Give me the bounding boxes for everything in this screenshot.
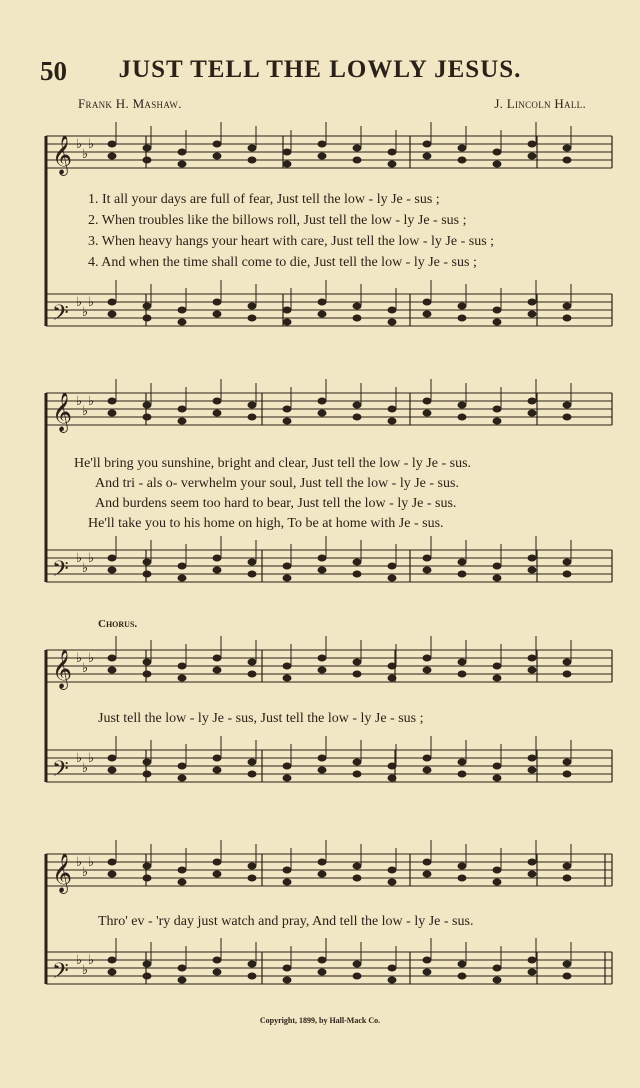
note-head	[388, 418, 396, 424]
note-head	[493, 879, 501, 885]
note-head	[388, 867, 396, 873]
note-head	[178, 307, 186, 313]
note-head	[108, 141, 116, 147]
note-head	[178, 149, 186, 155]
note-head	[388, 563, 396, 569]
note-head	[493, 319, 501, 325]
note-head	[283, 161, 291, 167]
note-head	[353, 759, 361, 765]
flat-sign: ♭	[88, 137, 95, 152]
note-head	[388, 977, 396, 983]
note-head	[213, 859, 221, 865]
note-head	[353, 863, 361, 869]
note-head	[248, 414, 256, 420]
note-head	[458, 973, 466, 979]
note-head	[458, 315, 466, 321]
note-head	[493, 418, 501, 424]
note-head	[213, 299, 221, 305]
note-head	[108, 655, 116, 661]
note-head	[563, 315, 571, 321]
treble-clef: 𝄞	[52, 853, 73, 893]
note-head	[283, 879, 291, 885]
composer: J. Lincoln Hall.	[494, 96, 586, 111]
note-head	[213, 410, 221, 416]
copyright: Copyright, 1899, by Hall-Mack Co.	[259, 1016, 381, 1025]
treble-clef: 𝄞	[52, 649, 73, 689]
note-head	[388, 149, 396, 155]
note-head	[423, 555, 431, 561]
note-head	[353, 157, 361, 163]
note-head	[458, 157, 466, 163]
note-head	[388, 763, 396, 769]
note-head	[318, 755, 326, 761]
note-head	[563, 875, 571, 881]
note-head	[423, 299, 431, 305]
note-head	[318, 567, 326, 573]
note-head	[248, 659, 256, 665]
note-head	[528, 667, 536, 673]
note-head	[213, 555, 221, 561]
note-head	[493, 763, 501, 769]
note-head	[493, 307, 501, 313]
lyricist: Frank H. Mashaw.	[78, 96, 182, 111]
note-head	[143, 303, 151, 309]
note-head	[318, 859, 326, 865]
note-head	[178, 977, 186, 983]
note-head	[528, 299, 536, 305]
bass-clef: 𝄢	[52, 301, 69, 331]
flat-sign: ♭	[82, 761, 89, 776]
note-head	[528, 655, 536, 661]
note-head	[318, 655, 326, 661]
note-head	[563, 402, 571, 408]
note-head	[213, 141, 221, 147]
note-head	[423, 311, 431, 317]
note-head	[563, 771, 571, 777]
verse-3-line-b: And burdens seem too hard to bear, Just tell the low - ly Je - sus.	[95, 496, 457, 511]
note-head	[563, 157, 571, 163]
note-head	[353, 414, 361, 420]
note-head	[108, 871, 116, 877]
note-head	[493, 149, 501, 155]
note-head	[108, 755, 116, 761]
flat-sign: ♭	[76, 651, 83, 666]
note-head	[423, 141, 431, 147]
note-head	[283, 563, 291, 569]
note-head	[213, 667, 221, 673]
note-head	[283, 418, 291, 424]
note-head	[213, 655, 221, 661]
hymn-title: JUST TELL THE LOWLY JESUS.	[118, 56, 522, 83]
note-head	[528, 398, 536, 404]
note-head	[248, 315, 256, 321]
note-head	[178, 575, 186, 581]
note-head	[458, 559, 466, 565]
flat-sign: ♭	[82, 404, 89, 419]
note-head	[143, 145, 151, 151]
note-head	[248, 671, 256, 677]
note-head	[143, 559, 151, 565]
note-head	[178, 763, 186, 769]
note-head	[528, 969, 536, 975]
note-head	[283, 965, 291, 971]
note-head	[528, 871, 536, 877]
note-head	[143, 571, 151, 577]
note-head	[178, 775, 186, 781]
note-head	[143, 414, 151, 420]
note-head	[178, 563, 186, 569]
note-head	[143, 157, 151, 163]
flat-sign: ♭	[88, 751, 95, 766]
note-head	[458, 659, 466, 665]
note-head	[108, 153, 116, 159]
note-head	[143, 671, 151, 677]
note-head	[458, 402, 466, 408]
note-head	[248, 402, 256, 408]
flat-sign: ♭	[76, 855, 83, 870]
note-head	[528, 141, 536, 147]
note-head	[563, 973, 571, 979]
note-head	[248, 863, 256, 869]
flat-sign: ♭	[88, 295, 95, 310]
note-head	[458, 145, 466, 151]
note-head	[178, 319, 186, 325]
treble-clef: 𝄞	[52, 135, 73, 175]
note-head	[528, 153, 536, 159]
note-head	[108, 667, 116, 673]
note-head	[353, 875, 361, 881]
note-head	[493, 965, 501, 971]
note-head	[108, 299, 116, 305]
note-head	[353, 659, 361, 665]
note-head	[388, 406, 396, 412]
note-head	[563, 145, 571, 151]
note-head	[143, 759, 151, 765]
note-head	[213, 767, 221, 773]
flat-sign: ♭	[76, 953, 83, 968]
note-head	[248, 157, 256, 163]
note-head	[248, 961, 256, 967]
note-head	[178, 965, 186, 971]
note-head	[108, 859, 116, 865]
note-head	[283, 307, 291, 313]
note-head	[108, 410, 116, 416]
note-head	[423, 871, 431, 877]
note-head	[423, 398, 431, 404]
note-head	[423, 755, 431, 761]
note-head	[283, 977, 291, 983]
note-head	[108, 969, 116, 975]
note-head	[423, 969, 431, 975]
note-head	[458, 961, 466, 967]
note-head	[493, 161, 501, 167]
note-head	[248, 875, 256, 881]
note-head	[563, 671, 571, 677]
verse-4-line-a: 4. And when the time shall come to die, Just tell the low - ly Je - sus ;	[88, 255, 477, 270]
note-head	[213, 755, 221, 761]
note-head	[213, 153, 221, 159]
note-head	[423, 410, 431, 416]
flat-sign: ♭	[76, 751, 83, 766]
note-head	[353, 303, 361, 309]
note-head	[178, 663, 186, 669]
note-head	[493, 867, 501, 873]
verse-2-line-b: And tri - als o- verwhelm your soul, Just tell the low - ly Je - sus.	[95, 476, 459, 491]
note-head	[318, 767, 326, 773]
note-head	[248, 571, 256, 577]
note-head	[388, 161, 396, 167]
note-head	[318, 871, 326, 877]
note-head	[493, 575, 501, 581]
note-head	[353, 315, 361, 321]
note-head	[353, 671, 361, 677]
note-head	[318, 398, 326, 404]
note-head	[528, 311, 536, 317]
note-head	[388, 879, 396, 885]
note-head	[388, 307, 396, 313]
note-head	[528, 859, 536, 865]
chorus-line-2: Thro' ev - 'ry day just watch and pray, And tell the low - ly Je - sus.	[98, 914, 474, 929]
note-head	[563, 961, 571, 967]
note-head	[178, 879, 186, 885]
note-head	[108, 767, 116, 773]
note-head	[143, 315, 151, 321]
note-head	[458, 414, 466, 420]
note-head	[178, 406, 186, 412]
note-head	[108, 957, 116, 963]
verse-2-line-a: 2. When troubles like the billows roll, Just tell the low - ly Je - sus ;	[88, 213, 467, 228]
note-head	[423, 667, 431, 673]
note-head	[108, 567, 116, 573]
note-head	[458, 671, 466, 677]
note-head	[143, 875, 151, 881]
note-head	[318, 311, 326, 317]
note-head	[563, 659, 571, 665]
note-head	[283, 575, 291, 581]
note-head	[318, 957, 326, 963]
note-head	[563, 759, 571, 765]
note-head	[423, 655, 431, 661]
note-head	[563, 303, 571, 309]
note-head	[493, 563, 501, 569]
note-head	[143, 961, 151, 967]
chorus-label: Chorus.	[98, 618, 138, 630]
note-head	[283, 149, 291, 155]
note-head	[318, 141, 326, 147]
note-head	[283, 663, 291, 669]
note-head	[318, 555, 326, 561]
note-head	[528, 567, 536, 573]
flat-sign: ♭	[82, 865, 89, 880]
note-head	[248, 973, 256, 979]
note-head	[108, 555, 116, 561]
note-head	[458, 863, 466, 869]
note-head	[458, 875, 466, 881]
note-head	[528, 755, 536, 761]
note-head	[213, 567, 221, 573]
bass-clef: 𝄢	[52, 557, 69, 587]
note-head	[563, 559, 571, 565]
note-head	[493, 663, 501, 669]
note-head	[213, 398, 221, 404]
flat-sign: ♭	[82, 147, 89, 162]
note-head	[143, 402, 151, 408]
note-head	[213, 311, 221, 317]
note-head	[388, 775, 396, 781]
note-head	[353, 402, 361, 408]
note-head	[353, 973, 361, 979]
note-head	[143, 771, 151, 777]
verse-3-line-a: 3. When heavy hangs your heart with care, Just tell the low - ly Je - sus ;	[88, 234, 495, 249]
note-head	[493, 977, 501, 983]
note-head	[528, 767, 536, 773]
note-head	[213, 957, 221, 963]
note-head	[213, 871, 221, 877]
flat-sign: ♭	[88, 651, 95, 666]
note-head	[318, 969, 326, 975]
note-head	[318, 153, 326, 159]
note-head	[353, 559, 361, 565]
note-head	[528, 555, 536, 561]
note-head	[563, 571, 571, 577]
note-head	[388, 675, 396, 681]
note-head	[283, 867, 291, 873]
flat-sign: ♭	[82, 661, 89, 676]
flat-sign: ♭	[88, 855, 95, 870]
page-number: 50	[40, 56, 67, 86]
note-head	[178, 418, 186, 424]
note-head	[388, 575, 396, 581]
note-head	[493, 406, 501, 412]
note-head	[248, 759, 256, 765]
note-head	[283, 675, 291, 681]
flat-sign: ♭	[82, 963, 89, 978]
note-head	[178, 161, 186, 167]
note-head	[388, 965, 396, 971]
note-head	[178, 867, 186, 873]
bass-clef: 𝄢	[52, 757, 69, 787]
note-head	[353, 771, 361, 777]
note-head	[458, 571, 466, 577]
note-head	[248, 145, 256, 151]
note-head	[283, 775, 291, 781]
note-head	[318, 299, 326, 305]
note-head	[493, 775, 501, 781]
flat-sign: ♭	[76, 137, 83, 152]
note-head	[388, 663, 396, 669]
note-head	[423, 567, 431, 573]
note-head	[318, 667, 326, 673]
note-head	[283, 319, 291, 325]
flat-sign: ♭	[76, 551, 83, 566]
note-head	[283, 763, 291, 769]
note-head	[458, 759, 466, 765]
bass-clef: 𝄢	[52, 959, 69, 989]
note-head	[458, 771, 466, 777]
flat-sign: ♭	[76, 394, 83, 409]
note-head	[353, 571, 361, 577]
note-head	[423, 767, 431, 773]
note-head	[178, 675, 186, 681]
note-head	[563, 863, 571, 869]
verse-1-line-a: 1. It all your days are full of fear, Just tell the low - ly Je - sus ;	[88, 192, 440, 207]
note-head	[423, 153, 431, 159]
note-head	[458, 303, 466, 309]
note-head	[423, 859, 431, 865]
verse-4-line-b: He'll take you to his home on high, To be at home with Je - sus.	[88, 516, 444, 531]
note-head	[248, 771, 256, 777]
note-head	[143, 863, 151, 869]
note-head	[353, 961, 361, 967]
note-head	[563, 414, 571, 420]
flat-sign: ♭	[76, 295, 83, 310]
note-head	[213, 969, 221, 975]
note-head	[423, 957, 431, 963]
note-head	[528, 957, 536, 963]
note-head	[353, 145, 361, 151]
treble-clef: 𝄞	[52, 392, 73, 432]
note-head	[108, 311, 116, 317]
note-head	[388, 319, 396, 325]
note-head	[493, 675, 501, 681]
chorus-line-1: Just tell the low - ly Je - sus, Just tell the low - ly Je - sus ;	[98, 711, 424, 726]
note-head	[143, 973, 151, 979]
flat-sign: ♭	[82, 561, 89, 576]
verse-1-line-b: He'll bring you sunshine, bright and clear, Just tell the low - ly Je - sus.	[74, 456, 472, 471]
note-head	[318, 410, 326, 416]
note-head	[528, 410, 536, 416]
note-head	[248, 559, 256, 565]
flat-sign: ♭	[88, 551, 95, 566]
note-head	[108, 398, 116, 404]
note-head	[143, 659, 151, 665]
note-head	[248, 303, 256, 309]
note-head	[283, 406, 291, 412]
flat-sign: ♭	[88, 394, 95, 409]
flat-sign: ♭	[88, 953, 95, 968]
flat-sign: ♭	[82, 305, 89, 320]
